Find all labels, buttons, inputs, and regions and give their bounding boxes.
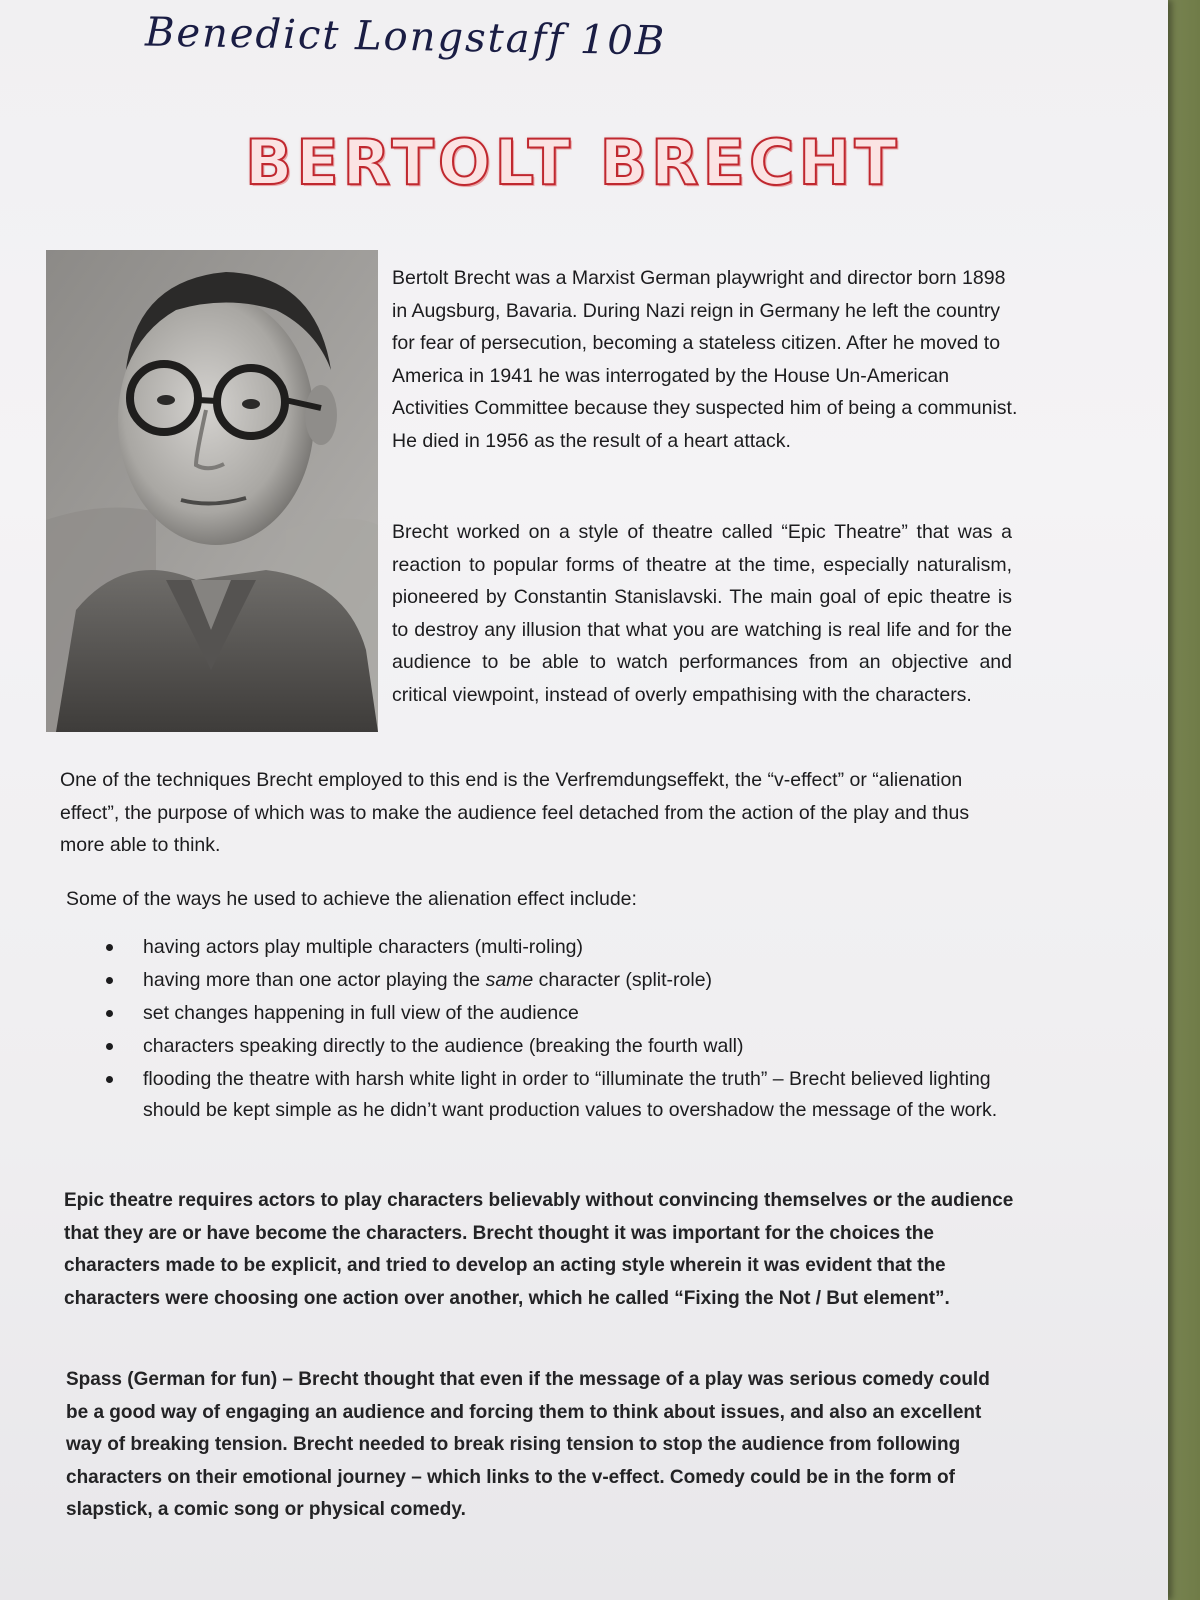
page-title: BERTOLT BRECHT	[245, 126, 901, 199]
list-item-text-end: character (split-role)	[533, 969, 713, 991]
epic-theatre-paragraph: Brecht worked on a style of theatre called “Epic Theatre” that was a reaction to popular forms of theatre at the time, especially naturalism, pioneered by Constantin Stanislavski. The main goal of epic theatre is to destroy any illusion that what you are watching is real life and for the audience to be able to watch performances from an objective and critical viewpoint, instead of overly empathising with the characters.	[392, 521, 1012, 706]
list-item	[100, 1064, 1000, 1126]
portrait-illustration	[46, 250, 378, 732]
list-item-text: characters speaking directly to the audience (breaking the fourth wall)	[143, 1035, 744, 1057]
list-item-text: set changes happening in full view of the audience	[143, 1002, 579, 1024]
list-item-text: having actors play multiple characters (multi-roling)	[143, 936, 583, 958]
spass-paragraph: Spass (German for fun) – Brecht thought that even if the message of a play was serious comedy could be a good way of engaging an audience and forcing them to think about issues, and also an excellent way of breaking tension. Brecht needed to break rising tension to stop the audience from following characters on their emotional journey – which links to the v-effect. Comedy could be in the form of slapstick, a comic song or physical comedy.	[66, 1369, 990, 1520]
bullet-icon	[106, 1010, 113, 1017]
bullet-icon	[106, 977, 113, 984]
list-item	[100, 1031, 1000, 1062]
v-effect-paragraph: One of the techniques Brecht employed to this end is the Verfremdungseffekt, the “v-effect” or “alienation effect”, the purpose of which was to make the audience feel detached from the action of the play and thus more able to think.	[60, 769, 970, 856]
list-item-text: flooding the theatre with harsh white light in order to “illuminate the truth” – Brecht believed lighting should be kept simple as he didn’t want production values to overshadow the message of the work.	[143, 1068, 998, 1121]
acting-paragraph: Epic theatre requires actors to play characters believably without convincing themselves or the audience that they are or have become the characters. Brecht thought it was important for the choices the characters made to be explicit, and tried to develop an acting style wherein it was evident that the characters were choosing one action over another, which he called “Fixing the Not / But element”.	[64, 1190, 1014, 1309]
bullet-icon	[106, 1043, 113, 1050]
bullet-icon	[106, 1076, 113, 1083]
list-item	[100, 998, 1000, 1029]
handwritten-signature: Benedict Longstaff 10B	[144, 9, 667, 65]
list-item-text-emphasis: same	[485, 969, 534, 991]
list-item	[100, 965, 1000, 996]
ways-intro-paragraph: Some of the ways he used to achieve the alienation effect include:	[66, 888, 637, 910]
list-item	[100, 932, 1000, 963]
alienation-techniques-list	[100, 932, 1000, 1128]
intro-paragraph: Bertolt Brecht was a Marxist German playwright and director born 1898 in Augsburg, Bavaria. During Nazi reign in Germany he left the country for fear of persecution, becoming a stateless citizen. After he moved to America in 1941 he was interrogated by the House Un-American Activities Committee because they suspected him of being a communist. He died in 1956 as the result of a heart attack.	[392, 267, 1018, 452]
portrait-photo	[46, 250, 378, 732]
list-item-text-start: having more than one actor playing the	[143, 969, 486, 991]
bullet-icon	[106, 944, 113, 951]
